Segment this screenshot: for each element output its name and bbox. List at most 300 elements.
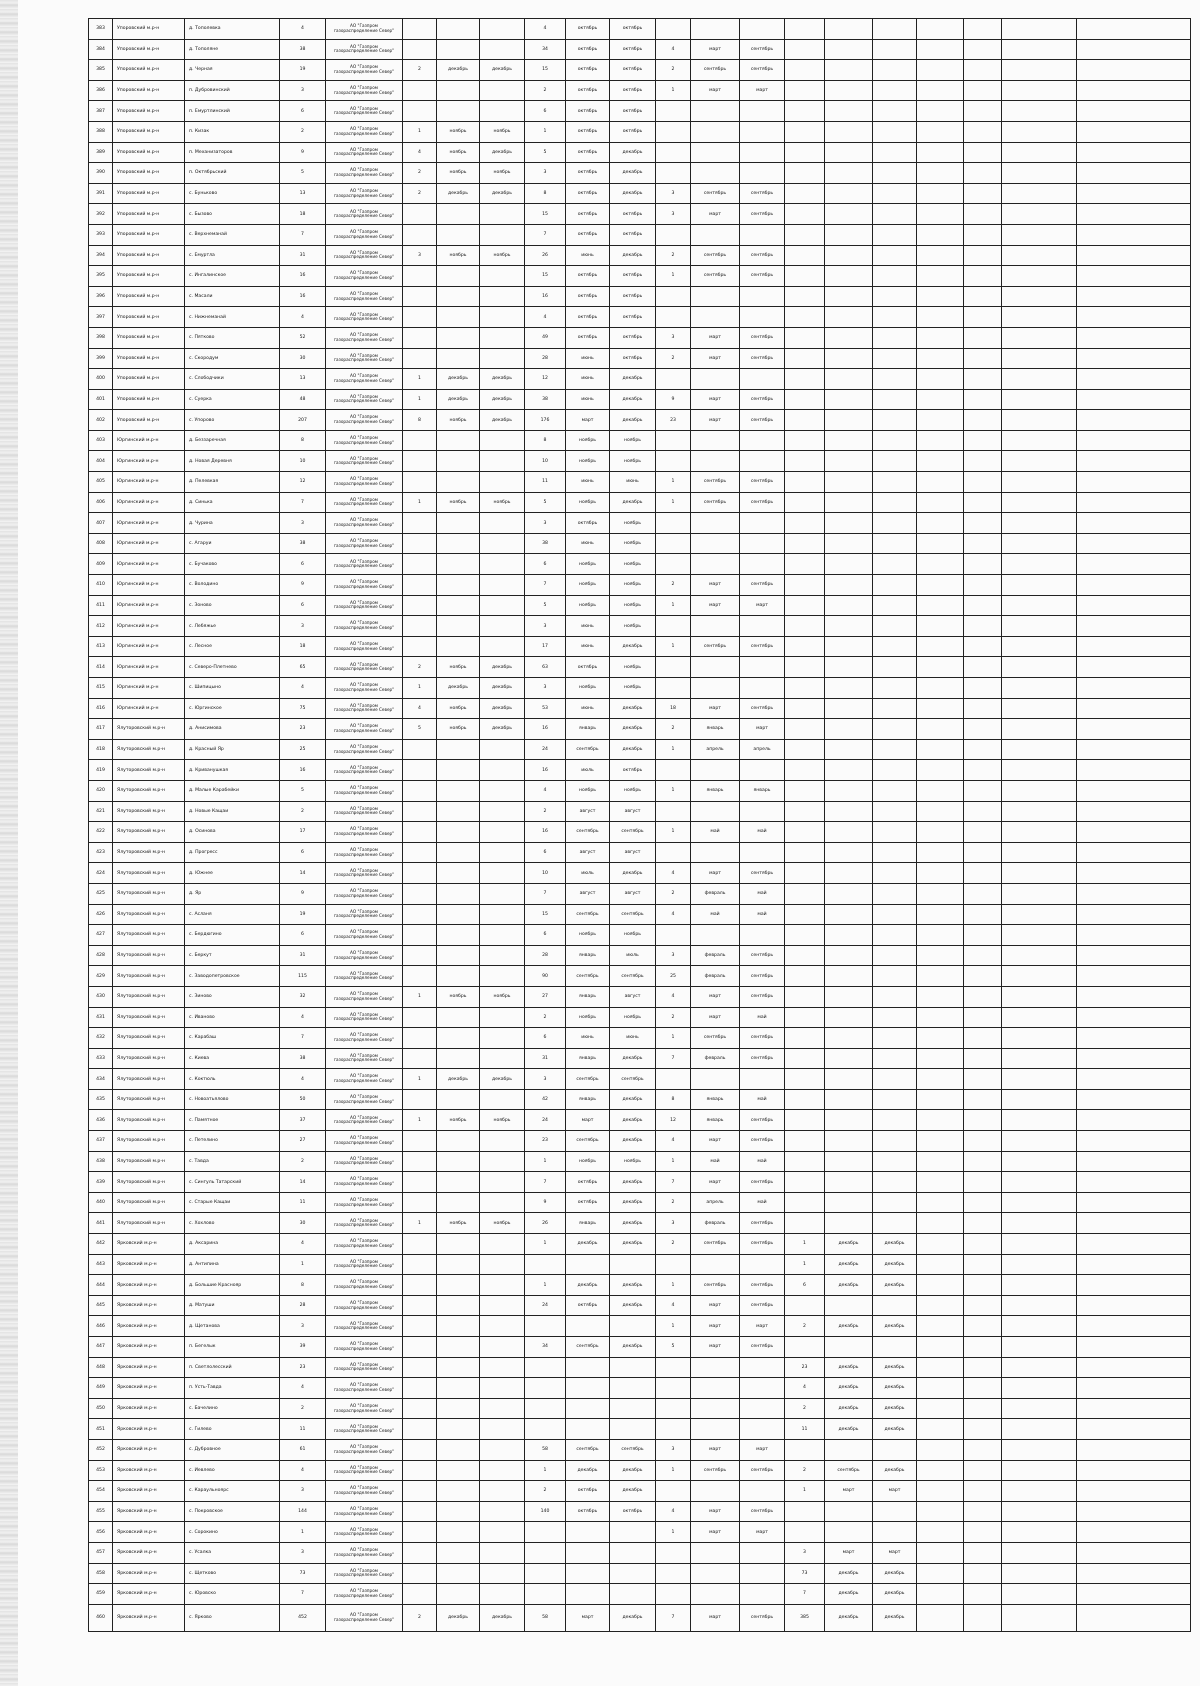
cell-extra-d [1077, 266, 1191, 287]
table-row [89, 430, 1191, 451]
cell-org: АО "Газпром газораспределение Север" [326, 1522, 403, 1543]
cell-q1 [403, 801, 437, 822]
cell-extra-a [917, 266, 964, 287]
cell-extra-d [1077, 472, 1191, 493]
cell-extra-c [1002, 327, 1077, 348]
cell-q2-to: декабрь [610, 1192, 656, 1213]
cell-org: АО "Газпром газораспределение Север" [326, 1337, 403, 1358]
cell-q4 [785, 636, 825, 657]
cell-q4-to [873, 595, 917, 616]
cell-q2-to: декабрь [610, 245, 656, 266]
cell-extra-c [1002, 945, 1077, 966]
cell-org: АО "Газпром газораспределение Север" [326, 224, 403, 245]
cell-q1 [403, 595, 437, 616]
cell-extra-d [1077, 1213, 1191, 1234]
cell-q1 [403, 1460, 437, 1481]
cell-district: Юргинский м.р-н [113, 513, 185, 534]
cell-q3-from [691, 451, 740, 472]
cell-extra-a [917, 925, 964, 946]
cell-num: 393 [89, 224, 113, 245]
cell-q3: 2 [656, 1234, 691, 1255]
cell-q4-from: декабрь [825, 1398, 873, 1419]
cell-q4-to [873, 636, 917, 657]
table-row [89, 739, 1191, 760]
cell-extra-b [964, 183, 1002, 204]
cell-q2: 38 [525, 389, 566, 410]
cell-q2-from: ноябрь [566, 1007, 610, 1028]
cell-district: Ялуторовский м.р-н [113, 1151, 185, 1172]
cell-q3-from: март [691, 80, 740, 101]
cell-q3 [656, 1254, 691, 1275]
cell-q1-to [480, 1234, 525, 1255]
cell-q2-to: август [610, 883, 656, 904]
cell-q4-to [873, 1151, 917, 1172]
cell-q3-from: февраль [691, 966, 740, 987]
cell-q1-to [480, 1028, 525, 1049]
cell-q2: 28 [525, 945, 566, 966]
cell-q2: 58 [525, 1604, 566, 1631]
cell-q3: 1 [656, 1316, 691, 1337]
cell-q2-to: декабрь [610, 1048, 656, 1069]
cell-q3-to: сентябрь [740, 986, 785, 1007]
cell-total: 13 [280, 183, 326, 204]
cell-district: Ялуторовский м.р-н [113, 904, 185, 925]
cell-q3-from: март [691, 575, 740, 596]
cell-q1-from [437, 472, 480, 493]
cell-extra-b [964, 1131, 1002, 1152]
cell-q2: 9 [525, 1192, 566, 1213]
cell-q3: 4 [656, 1295, 691, 1316]
cell-extra-c [1002, 204, 1077, 225]
cell-extra-a [917, 966, 964, 987]
cell-q1 [403, 1028, 437, 1049]
cell-org: АО "Газпром газораспределение Север" [326, 1316, 403, 1337]
cell-total: 39 [280, 1337, 326, 1358]
cell-q1 [403, 1337, 437, 1358]
cell-q3: 3 [656, 327, 691, 348]
cell-extra-c [1002, 1110, 1077, 1131]
cell-q4-to [873, 945, 917, 966]
cell-q2-from: октябрь [566, 513, 610, 534]
cell-extra-d [1077, 1542, 1191, 1563]
cell-q4-to [873, 348, 917, 369]
cell-q4: 2 [785, 1398, 825, 1419]
cell-extra-b [964, 80, 1002, 101]
cell-q2-to: ноябрь [610, 451, 656, 472]
cell-settlement: с. Памятное [185, 1110, 280, 1131]
cell-extra-c [1002, 1192, 1077, 1213]
cell-q1 [403, 945, 437, 966]
table-row [89, 883, 1191, 904]
table-row [89, 348, 1191, 369]
cell-extra-b [964, 1337, 1002, 1358]
cell-district: Упоровский м.р-н [113, 245, 185, 266]
cell-total: 48 [280, 389, 326, 410]
cell-q4-to: декабрь [873, 1604, 917, 1631]
cell-q3-from [691, 142, 740, 163]
cell-extra-a [917, 1522, 964, 1543]
cell-district: Ялуторовский м.р-н [113, 801, 185, 822]
cell-total: 9 [280, 575, 326, 596]
cell-q3-from: сентябрь [691, 60, 740, 81]
cell-q4-to: декабрь [873, 1584, 917, 1605]
table-row [89, 1192, 1191, 1213]
cell-q2-from: июнь [566, 1028, 610, 1049]
cell-org: АО "Газпром газораспределение Север" [326, 780, 403, 801]
cell-q1-from: ноябрь [437, 492, 480, 513]
table-row [89, 822, 1191, 843]
cell-q1-from [437, 80, 480, 101]
cell-extra-a [917, 1213, 964, 1234]
cell-num: 383 [89, 19, 113, 40]
scan-edge-artifact [0, 0, 18, 1686]
cell-q2-from: ноябрь [566, 780, 610, 801]
table-row [89, 945, 1191, 966]
cell-q1: 2 [403, 657, 437, 678]
cell-q2-from: декабрь [566, 1275, 610, 1296]
cell-q4-to [873, 883, 917, 904]
cell-district: Юргинский м.р-н [113, 575, 185, 596]
cell-settlement: с. Старые Кащаи [185, 1192, 280, 1213]
cell-q1 [403, 1481, 437, 1502]
cell-settlement: д. Аксарина [185, 1234, 280, 1255]
cell-q2: 2 [525, 80, 566, 101]
cell-q2: 12 [525, 369, 566, 390]
cell-q2 [525, 1357, 566, 1378]
cell-q3: 3 [656, 1439, 691, 1460]
cell-settlement: с. Скородум [185, 348, 280, 369]
cell-q2-to: ноябрь [610, 925, 656, 946]
cell-q2: 16 [525, 822, 566, 843]
cell-q4: 7 [785, 1584, 825, 1605]
cell-settlement: с. Лебяжье [185, 616, 280, 637]
cell-q4-to: декабрь [873, 1254, 917, 1275]
cell-total: 65 [280, 657, 326, 678]
cell-q3 [656, 533, 691, 554]
cell-q2-to [610, 1316, 656, 1337]
cell-settlement: д. Осинова [185, 822, 280, 843]
cell-q2-to: июнь [610, 1028, 656, 1049]
cell-settlement: п. Бегелык [185, 1337, 280, 1358]
cell-q4-from [825, 636, 873, 657]
cell-extra-c [1002, 101, 1077, 122]
cell-extra-c [1002, 1172, 1077, 1193]
cell-q4-from [825, 760, 873, 781]
cell-q4-to [873, 513, 917, 534]
cell-q4: 73 [785, 1563, 825, 1584]
cell-q4-to [873, 1439, 917, 1460]
cell-total: 4 [280, 19, 326, 40]
cell-num: 389 [89, 142, 113, 163]
cell-q3-to: март [740, 719, 785, 740]
cell-q3-from: март [691, 1501, 740, 1522]
cell-q4-to [873, 266, 917, 287]
cell-q4-from [825, 822, 873, 843]
table-row [89, 575, 1191, 596]
cell-q1-from [437, 430, 480, 451]
cell-q2-to [610, 1378, 656, 1399]
cell-q2-to: ноябрь [610, 595, 656, 616]
cell-org: АО "Газпром газораспределение Север" [326, 1192, 403, 1213]
cell-extra-b [964, 1316, 1002, 1337]
cell-extra-d [1077, 327, 1191, 348]
cell-q3-to: сентябрь [740, 60, 785, 81]
cell-extra-d [1077, 822, 1191, 843]
cell-q2-from: март [566, 1110, 610, 1131]
cell-extra-b [964, 1007, 1002, 1028]
cell-q4-to [873, 1295, 917, 1316]
cell-q3-to [740, 121, 785, 142]
cell-settlement: с. Щетково [185, 1563, 280, 1584]
cell-q2-from: октябрь [566, 286, 610, 307]
cell-q1 [403, 966, 437, 987]
cell-q4-from: декабрь [825, 1584, 873, 1605]
cell-extra-c [1002, 616, 1077, 637]
cell-num: 398 [89, 327, 113, 348]
cell-q1 [403, 616, 437, 637]
cell-q2: 3 [525, 616, 566, 637]
cell-extra-c [1002, 1275, 1077, 1296]
cell-org: АО "Газпром газораспределение Север" [326, 1048, 403, 1069]
cell-q4 [785, 678, 825, 699]
cell-q3-from: март [691, 595, 740, 616]
cell-extra-a [917, 410, 964, 431]
cell-total: 3 [280, 80, 326, 101]
cell-q4: 23 [785, 1357, 825, 1378]
cell-q1-from [437, 1419, 480, 1440]
cell-q4-from [825, 19, 873, 40]
cell-settlement: д. Пелевкая [185, 472, 280, 493]
cell-q2-to: ноябрь [610, 533, 656, 554]
cell-q4 [785, 163, 825, 184]
cell-q2: 7 [525, 1172, 566, 1193]
cell-q4-to [873, 80, 917, 101]
cell-extra-d [1077, 1110, 1191, 1131]
cell-q1-to [480, 842, 525, 863]
cell-org: АО "Газпром газораспределение Север" [326, 1481, 403, 1502]
cell-extra-a [917, 822, 964, 843]
cell-extra-b [964, 1357, 1002, 1378]
cell-num: 397 [89, 307, 113, 328]
cell-q4 [785, 883, 825, 904]
cell-q2: 176 [525, 410, 566, 431]
cell-q1-from [437, 348, 480, 369]
cell-q4-from: март [825, 1542, 873, 1563]
cell-num: 409 [89, 554, 113, 575]
cell-q4-from [825, 1337, 873, 1358]
table-row [89, 1439, 1191, 1460]
cell-q2-to [610, 1522, 656, 1543]
cell-q4-to: март [873, 1481, 917, 1502]
cell-q3: 12 [656, 1110, 691, 1131]
cell-q4-from [825, 1295, 873, 1316]
cell-num: 438 [89, 1151, 113, 1172]
cell-q3: 1 [656, 492, 691, 513]
cell-q2-from: октябрь [566, 80, 610, 101]
cell-q2-to: декабрь [610, 1234, 656, 1255]
cell-extra-b [964, 1419, 1002, 1440]
cell-q2: 2 [525, 801, 566, 822]
cell-org: АО "Газпром газораспределение Север" [326, 1234, 403, 1255]
cell-district: Упоровский м.р-н [113, 19, 185, 40]
cell-q2: 34 [525, 39, 566, 60]
cell-district: Ярковский м.р-н [113, 1419, 185, 1440]
cell-settlement: с. Буньково [185, 183, 280, 204]
cell-q3: 7 [656, 1604, 691, 1631]
cell-q1 [403, 1501, 437, 1522]
cell-extra-a [917, 142, 964, 163]
cell-extra-a [917, 1481, 964, 1502]
cell-q4-from [825, 657, 873, 678]
cell-q2 [525, 1316, 566, 1337]
cell-num: 420 [89, 780, 113, 801]
cell-q1 [403, 472, 437, 493]
cell-total: 18 [280, 204, 326, 225]
cell-q1 [403, 883, 437, 904]
cell-num: 448 [89, 1357, 113, 1378]
cell-q2-to: август [610, 801, 656, 822]
cell-total: 7 [280, 1584, 326, 1605]
cell-q1: 2 [403, 1604, 437, 1631]
cell-q3-to: май [740, 822, 785, 843]
cell-extra-a [917, 492, 964, 513]
cell-extra-b [964, 204, 1002, 225]
cell-extra-b [964, 307, 1002, 328]
table-row [89, 224, 1191, 245]
cell-q4-to [873, 472, 917, 493]
cell-num: 384 [89, 39, 113, 60]
cell-q4-to [873, 760, 917, 781]
cell-settlement: с. Зоново [185, 595, 280, 616]
cell-q1-from [437, 863, 480, 884]
cell-district: Ярковский м.р-н [113, 1542, 185, 1563]
cell-q1 [403, 1378, 437, 1399]
cell-q2-from: ноябрь [566, 1151, 610, 1172]
cell-org: АО "Газпром газораспределение Север" [326, 575, 403, 596]
cell-org: АО "Газпром газораспределение Север" [326, 369, 403, 390]
cell-q1 [403, 286, 437, 307]
cell-num: 454 [89, 1481, 113, 1502]
cell-q4-from [825, 410, 873, 431]
cell-q4-to [873, 986, 917, 1007]
cell-total: 5 [280, 780, 326, 801]
cell-q3-from: сентябрь [691, 636, 740, 657]
cell-q2-to: июль [610, 945, 656, 966]
cell-q1: 1 [403, 492, 437, 513]
cell-q2-to: декабрь [610, 1213, 656, 1234]
cell-q3 [656, 430, 691, 451]
cell-q1-to [480, 224, 525, 245]
cell-district: Ялуторовский м.р-н [113, 1069, 185, 1090]
cell-num: 422 [89, 822, 113, 843]
cell-org: АО "Газпром газораспределение Север" [326, 554, 403, 575]
cell-q3 [656, 760, 691, 781]
cell-q1-to [480, 1584, 525, 1605]
cell-num: 429 [89, 966, 113, 987]
cell-extra-c [1002, 245, 1077, 266]
cell-extra-a [917, 1357, 964, 1378]
cell-q3-from [691, 1254, 740, 1275]
cell-q2: 6 [525, 842, 566, 863]
table-row [89, 1337, 1191, 1358]
cell-settlement: д. Южнее [185, 863, 280, 884]
cell-q3-to [740, 307, 785, 328]
cell-total: 4 [280, 678, 326, 699]
cell-extra-b [964, 678, 1002, 699]
cell-q2-from [566, 1398, 610, 1419]
cell-extra-b [964, 1172, 1002, 1193]
cell-settlement: д. Матуши [185, 1295, 280, 1316]
table-row [89, 1110, 1191, 1131]
cell-q1-to: декабрь [480, 410, 525, 431]
cell-q1-to: ноябрь [480, 245, 525, 266]
cell-q1-to [480, 966, 525, 987]
cell-q3-to [740, 163, 785, 184]
cell-org: АО "Газпром газораспределение Север" [326, 1007, 403, 1028]
cell-q4 [785, 945, 825, 966]
cell-q1-from [437, 513, 480, 534]
cell-extra-b [964, 369, 1002, 390]
cell-num: 400 [89, 369, 113, 390]
cell-extra-d [1077, 1604, 1191, 1631]
cell-org: АО "Газпром газораспределение Север" [326, 1110, 403, 1131]
cell-q3-from: сентябрь [691, 183, 740, 204]
cell-q3 [656, 1563, 691, 1584]
cell-extra-d [1077, 183, 1191, 204]
table-row [89, 760, 1191, 781]
cell-district: Ялуторовский м.р-н [113, 1192, 185, 1213]
cell-extra-d [1077, 1089, 1191, 1110]
cell-district: Упоровский м.р-н [113, 163, 185, 184]
cell-q3-from [691, 554, 740, 575]
cell-q1 [403, 1522, 437, 1543]
cell-num: 415 [89, 678, 113, 699]
cell-total: 16 [280, 266, 326, 287]
cell-q3-from: сентябрь [691, 1028, 740, 1049]
cell-q1-to [480, 1419, 525, 1440]
cell-q4-to [873, 863, 917, 884]
cell-num: 456 [89, 1522, 113, 1543]
cell-extra-c [1002, 492, 1077, 513]
cell-q3-to: сентябрь [740, 348, 785, 369]
cell-q2: 1 [525, 121, 566, 142]
cell-q2-to: ноябрь [610, 657, 656, 678]
cell-q3-to [740, 1378, 785, 1399]
cell-settlement: с. Сорокино [185, 1522, 280, 1543]
cell-q1 [403, 575, 437, 596]
cell-q1 [403, 101, 437, 122]
cell-q4-to [873, 224, 917, 245]
cell-q1-to [480, 513, 525, 534]
cell-q1-to [480, 1254, 525, 1275]
cell-q1-to [480, 348, 525, 369]
cell-q2-to: октябрь [610, 1501, 656, 1522]
cell-total: 6 [280, 101, 326, 122]
cell-q2-to [610, 1254, 656, 1275]
cell-total: 7 [280, 1028, 326, 1049]
cell-settlement: с. Караульноярс [185, 1481, 280, 1502]
cell-num: 408 [89, 533, 113, 554]
cell-extra-b [964, 163, 1002, 184]
cell-q1-to [480, 80, 525, 101]
cell-num: 418 [89, 739, 113, 760]
cell-extra-a [917, 883, 964, 904]
cell-q1 [403, 1357, 437, 1378]
cell-q1-to [480, 451, 525, 472]
cell-q1-to [480, 1501, 525, 1522]
cell-extra-c [1002, 60, 1077, 81]
cell-q2: 28 [525, 348, 566, 369]
